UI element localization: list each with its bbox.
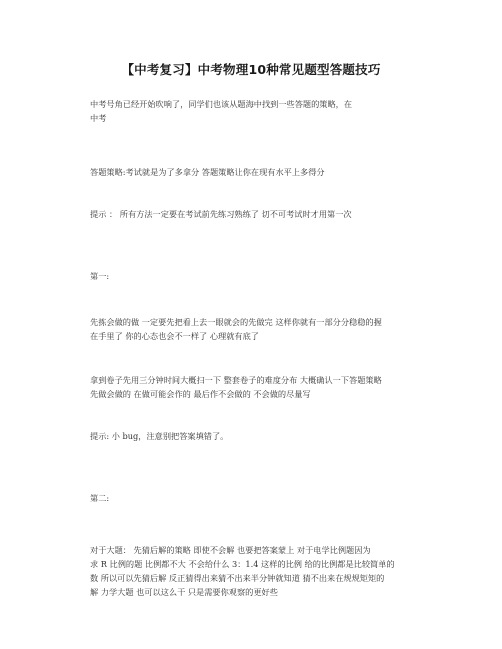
strategy-paragraph: 答题策略:考试就是为了多拿分 答题策略让你在现有水平上多得分 — [90, 167, 325, 177]
second-paragraph-line-4: 解 力学大题 也可以这么干 只是需要你观察的更好些 — [90, 587, 278, 597]
tip-paragraph-1: 提示 ： 所有方法一定要在考试前先练习熟练了 切不可考试时才用第一次 — [90, 209, 352, 219]
first-paragraph-2-line-2: 先做会做的 在做可能会作的 最后作不会做的 不会做的尽量写 — [90, 389, 311, 399]
tip-paragraph-2: 提示: 小 bug，注意别把答案填错了。 — [90, 431, 229, 441]
second-paragraph-line-1: 对于大题： 先猜后解的策略 即使不会解 也要把答案蒙上 对于电学比例题因为 — [90, 545, 371, 555]
first-paragraph-2-line-1: 拿到卷子先用三分钟时间大概扫一下 整套卷子的难度分布 大概确认一下答题策略 — [90, 375, 382, 385]
second-paragraph-line-2: 求 R 比例的题 比例都不大 不会给什么 3：1.4 这样的比例 给的比例都是比较简单的 — [90, 559, 395, 569]
intro-line-2: 中考 — [90, 113, 107, 123]
first-paragraph-line-1: 先拣会做的做 一定要先把看上去一眼就会的先做完 这样你就有一部分分稳稳的握 — [90, 317, 382, 327]
first-paragraph-line-2: 在手里了 你的心态也会不一样了 心理就有底了 — [90, 331, 259, 341]
intro-line-1: 中考号角已经开始吹响了，同学们也该从题海中找到一些答题的策略，在 — [90, 99, 353, 109]
section-heading-second: 第二: — [90, 493, 110, 503]
document-title: 【中考复习】中考物理10种常见题型答题技巧 — [121, 62, 381, 77]
section-heading-first: 第一: — [90, 271, 110, 281]
second-paragraph-line-3: 数 所以可以先猜后解 反正猜得出来猜不出来半分钟就知道 猜不出来在规规矩矩的 — [90, 573, 385, 583]
